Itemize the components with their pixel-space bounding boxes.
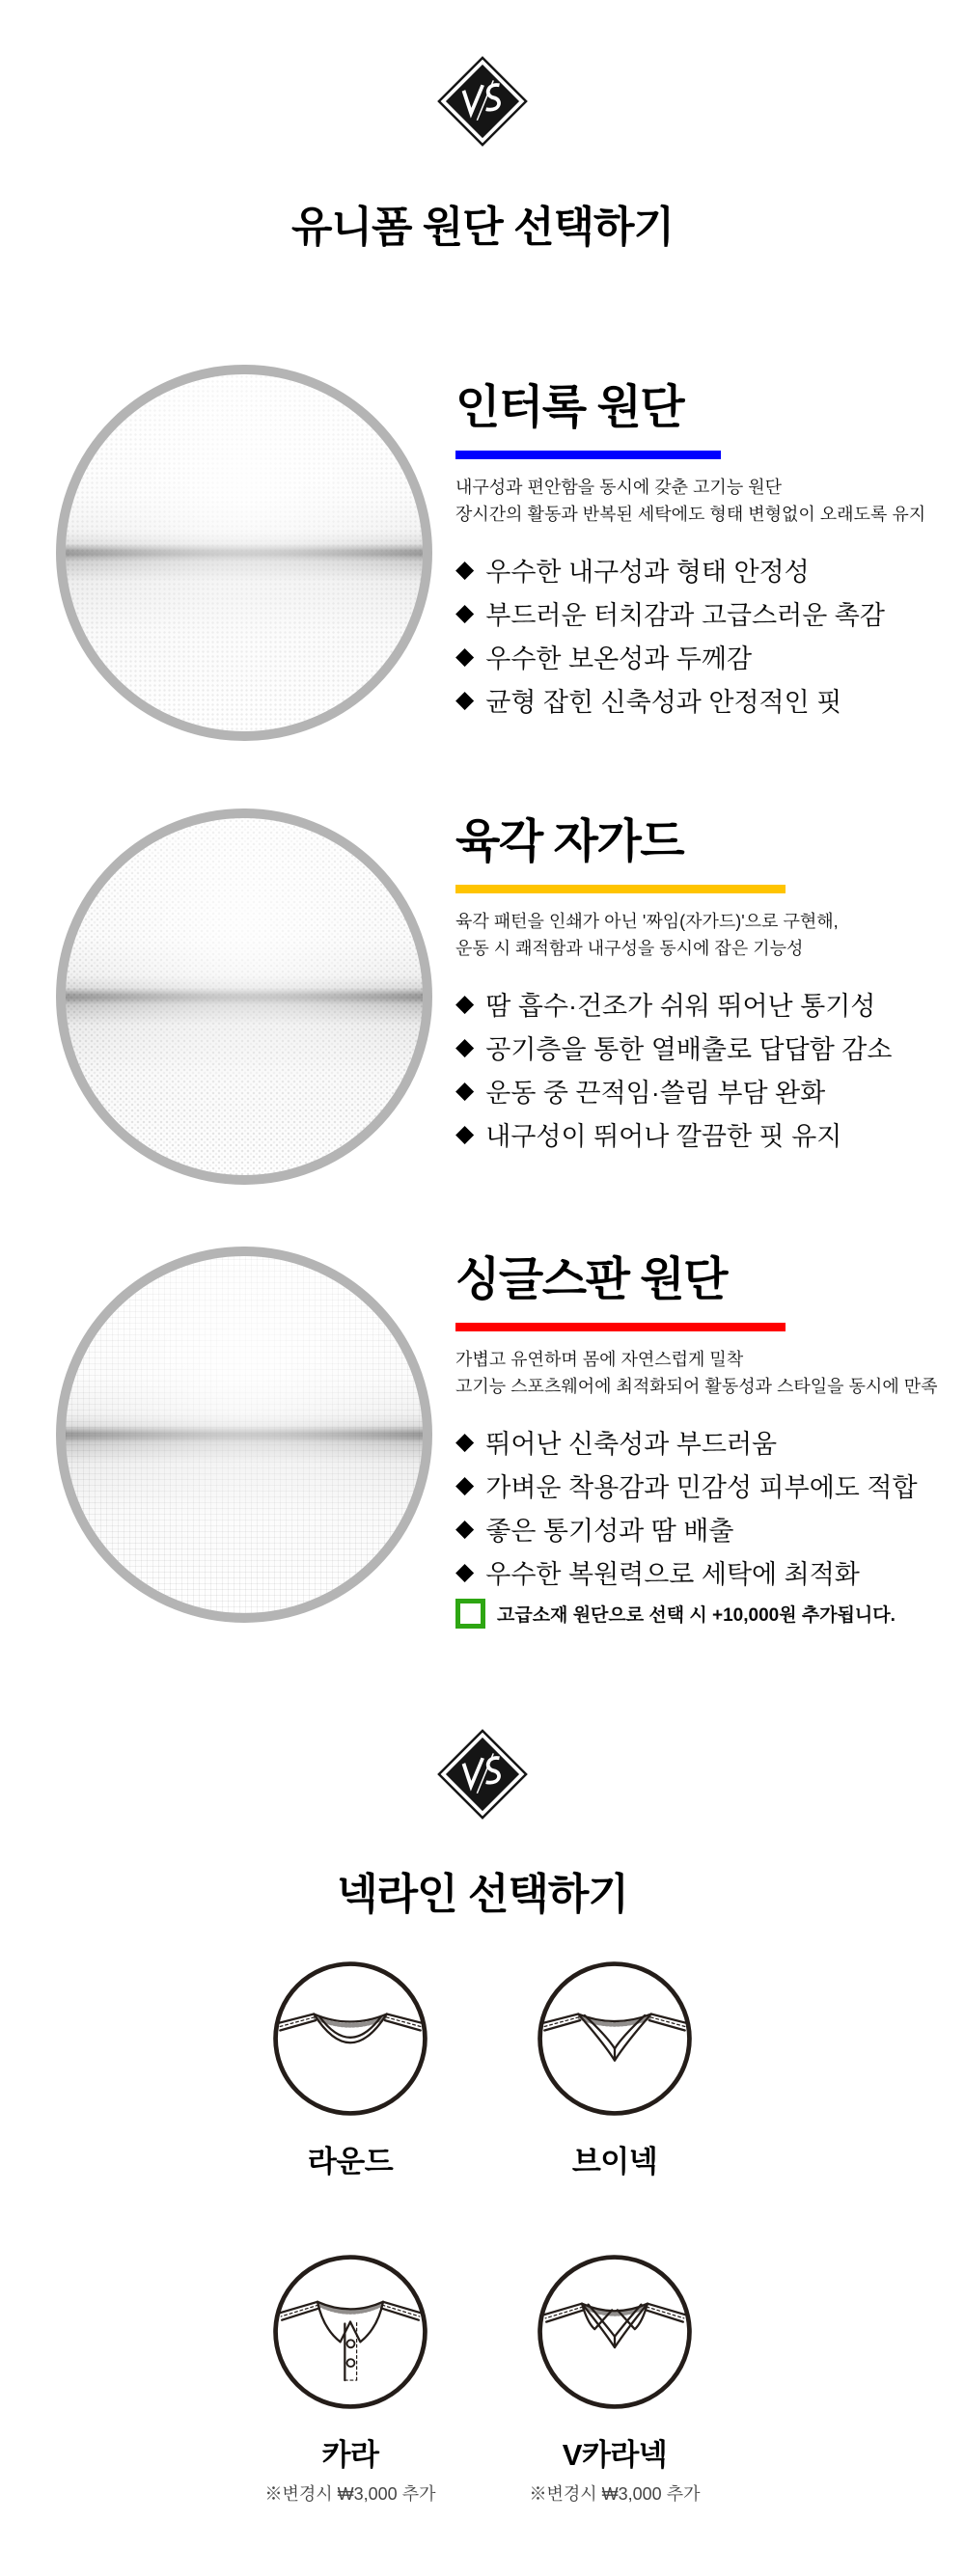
diamond-bullet-icon: ◆ [455, 1033, 475, 1060]
feature-item [455, 1112, 953, 1156]
diamond-bullet-icon: ◆ [455, 686, 475, 713]
diamond-bullet-icon: ◆ [455, 1558, 475, 1585]
feature-item [455, 1550, 953, 1594]
fabric-swatch-singlespan [56, 1247, 432, 1623]
checkbox-outline-icon [455, 1599, 485, 1629]
feature-item [455, 548, 953, 591]
surcharge-note-text: 고급소재 원단으로 선택 시 +10,000원 추가됩니다. [497, 1604, 896, 1626]
v-collar-icon [533, 2250, 697, 2414]
feature-item [455, 678, 953, 722]
fabric-swatch-interlock [56, 365, 432, 741]
round-neck-icon [268, 1957, 432, 2121]
diamond-bullet-icon: ◆ [455, 556, 475, 583]
feature-item [455, 635, 953, 678]
description-line: 내구성과 편안함을 동시에 갖춘 고기능 원단 [455, 478, 782, 497]
fabric-item-interlock [455, 380, 953, 722]
description-line: 가볍고 유연하며 몸에 자연스럽게 밀착 [455, 1350, 744, 1369]
neckline-option-label: 카라 [321, 2438, 379, 2472]
brand-diamond-logo-icon [437, 56, 528, 147]
diamond-bullet-icon: ◆ [455, 1515, 475, 1542]
feature-item [455, 1420, 953, 1464]
neckline-option-label: 라운드 [307, 2145, 394, 2179]
neckline-option-round [230, 1957, 471, 2180]
accent-underline-bar [455, 1323, 786, 1331]
feature-item [455, 1069, 953, 1112]
accent-underline-bar [455, 885, 786, 893]
feature-item [455, 591, 953, 635]
feature-text: 운동 중 끈적임·쓸림 부담 완화 [485, 1079, 826, 1108]
fabric-item-singlespan [455, 1252, 953, 1630]
fabric-section-title: 유니폼 원단 선택하기 [291, 204, 674, 252]
feature-text: 좋은 통기성과 땀 배출 [485, 1517, 734, 1546]
fabric-item-name: 싱글스판 원단 [455, 1254, 728, 1305]
feature-text: 공기층을 통한 열배출로 답답함 감소 [485, 1035, 893, 1064]
diamond-bullet-icon: ◆ [455, 1471, 475, 1498]
fabric-item-description [455, 1346, 953, 1400]
accent-underline-bar [455, 451, 721, 459]
feature-text: 가벼운 착용감과 민감성 피부에도 적합 [485, 1473, 918, 1502]
neckline-surcharge-note: ※변경시 ₩3,000 추가 [264, 2484, 436, 2504]
v-neck-icon [533, 1957, 697, 2121]
diamond-bullet-icon: ◆ [455, 990, 475, 1017]
feature-item [455, 1507, 953, 1550]
feature-text: 뛰어난 신축성과 부드러움 [485, 1430, 778, 1459]
neckline-section-title: 넥라인 선택하기 [337, 1871, 628, 1919]
feature-text: 균형 잡힌 신축성과 안정적인 핏 [485, 688, 842, 717]
brand-diamond-logo-icon [437, 1729, 528, 1820]
feature-text: 우수한 내구성과 형태 안정성 [485, 558, 810, 587]
feature-text: 우수한 복원력으로 세탁에 최적화 [485, 1560, 860, 1589]
fabric-item-name: 인터록 원단 [455, 382, 684, 433]
neckline-option-vneck [494, 1957, 735, 2180]
neckline-option-label: 브이넥 [571, 2145, 658, 2179]
description-line: 육각 패턴을 인쇄가 아닌 '짜임(자가드)'으로 구현해, [455, 912, 839, 931]
feature-text: 우수한 보온성과 두께감 [485, 644, 753, 673]
feature-text: 내구성이 뛰어나 깔끔한 핏 유지 [485, 1122, 842, 1151]
feature-item [455, 1464, 953, 1507]
fabric-feature-list [455, 548, 953, 722]
feature-text: 땀 흡수·건조가 쉬워 뛰어난 통기성 [485, 992, 876, 1021]
diamond-bullet-icon: ◆ [455, 1120, 475, 1147]
description-line: 장시간의 활동과 반복된 세탁에도 형태 변형없이 오래도록 유지 [455, 505, 926, 524]
neckline-surcharge-note: ※변경시 ₩3,000 추가 [529, 2484, 701, 2504]
polo-collar-icon [268, 2250, 432, 2414]
feature-item [455, 1026, 953, 1069]
diamond-bullet-icon: ◆ [455, 599, 475, 626]
diamond-bullet-icon: ◆ [455, 1428, 475, 1455]
feature-item [455, 982, 953, 1026]
fabric-item-description [455, 474, 953, 528]
neckline-option-label: V카라넥 [562, 2438, 668, 2472]
fabric-item-description [455, 908, 953, 962]
diamond-bullet-icon: ◆ [455, 1077, 475, 1104]
fabric-item-jacquard [455, 814, 953, 1156]
fabric-item-name: 육각 자가드 [455, 816, 684, 867]
fabric-feature-list [455, 1420, 953, 1594]
premium-fabric-surcharge-note [455, 1597, 953, 1630]
diamond-bullet-icon: ◆ [455, 643, 475, 670]
description-line: 고기능 스포츠웨어에 최적화되어 활동성과 스타일을 동시에 만족 [455, 1377, 938, 1396]
feature-text: 부드러운 터치감과 고급스러운 촉감 [485, 601, 885, 630]
neckline-option-vcollar [494, 2250, 735, 2506]
neckline-option-collar [230, 2250, 471, 2506]
fabric-swatch-jacquard [56, 808, 432, 1185]
description-line: 운동 시 쾌적함과 내구성을 동시에 잡은 기능성 [455, 939, 804, 958]
fabric-feature-list [455, 982, 953, 1156]
